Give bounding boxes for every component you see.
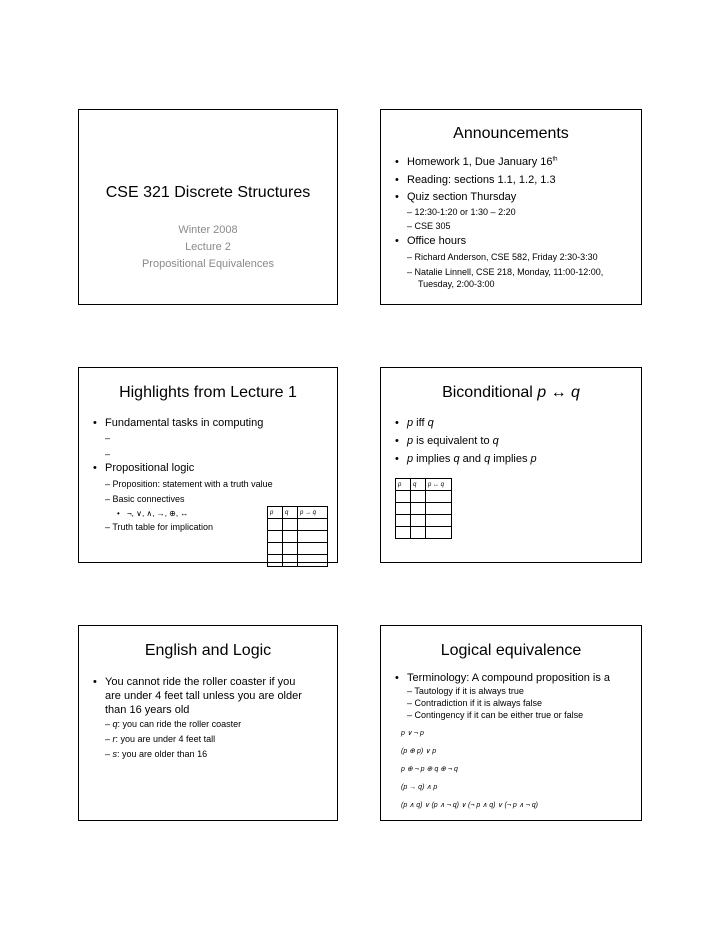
def-r: – r: you are under 4 feet tall (105, 734, 216, 744)
table-cell (426, 527, 452, 539)
quiz-time: – 12:30-1:20 or 1:30 – 2:20 (407, 207, 516, 217)
slide-title-announcements: Announcements (453, 125, 569, 142)
bullet-reading (395, 174, 556, 186)
table-header: q (283, 507, 298, 519)
homework-text: Homework 1, Due January 16 (407, 156, 553, 168)
slide-title-english-logic: English and Logic (144, 642, 272, 659)
bullet-dot: • (395, 174, 399, 186)
var-q: q (492, 435, 499, 447)
expression-3: p ⊕ ¬ p ⊕ q ⊕ ¬ q (401, 766, 458, 773)
biconditional-truth-table (395, 478, 452, 539)
quiz-room: – CSE 305 (407, 221, 451, 231)
s-text: : you are older than 16 (117, 749, 208, 759)
bullet-dot: • (395, 191, 399, 203)
implies-text: implies (413, 453, 454, 465)
course-title: CSE 321 Discrete Structures (105, 184, 311, 201)
bullet-implies (395, 453, 537, 465)
slide-announcements (380, 109, 642, 305)
bullet-roller-coaster (93, 676, 295, 688)
office-hours-2a: – Natalie Linnell, CSE 218, Monday, 11:00-12:00, (407, 267, 604, 277)
table-header: p (396, 479, 411, 491)
title-text: Biconditional (442, 384, 538, 401)
table-cell (268, 531, 283, 543)
bullet-dot: • (395, 453, 399, 465)
tautology-def: – Tautology if it is always true (407, 686, 524, 696)
connectives-symbols: ¬, ∨, ∧, →, ⊕, ↔ (127, 509, 189, 518)
table-cell (298, 555, 328, 567)
table-cell (298, 531, 328, 543)
table-cell (396, 503, 411, 515)
bullet-prop-logic (93, 462, 194, 474)
bullet-homework (395, 156, 558, 168)
table-header: p ↔ q (426, 479, 452, 491)
expression-5: (p ∧ q) ∨ (p ∧ ¬ q) ∨ (¬ p ∧ q) ∨ (¬ p ∧ ¬ q) (401, 802, 539, 809)
table-cell (396, 491, 411, 503)
table-cell (283, 543, 298, 555)
table-cell (396, 515, 411, 527)
bullet-dot: • (395, 235, 399, 247)
def-q: – q: you can ride the roller coaster (105, 719, 242, 729)
var-p: p (530, 453, 537, 465)
fundamental-text: Fundamental tasks in computing (105, 417, 264, 429)
roller-line-3: than 16 years old (105, 704, 190, 716)
table-cell (268, 543, 283, 555)
table-cell (396, 527, 411, 539)
and-text: and (459, 453, 485, 465)
slide-title-logical-equivalence: Logical equivalence (440, 642, 582, 659)
table-cell (411, 527, 426, 539)
table-header: p → q (298, 507, 328, 519)
bullet-terminology (395, 672, 610, 684)
bullet-quiz (395, 191, 516, 203)
table-cell (411, 503, 426, 515)
slide-logical-equivalence (380, 625, 642, 821)
var-q: q (427, 417, 434, 429)
roller-line-2: are under 4 feet tall unless you are older (105, 690, 302, 702)
q-text: : you can ride the roller coaster (117, 719, 242, 729)
table-cell (411, 491, 426, 503)
quiz-text: Quiz section Thursday (407, 191, 517, 203)
proposition-def: – Proposition: statement with a truth value (105, 479, 273, 489)
equivalent-text: is equivalent to (413, 435, 493, 447)
contradiction-def: – Contradiction if it is always false (407, 698, 543, 708)
table-cell (298, 543, 328, 555)
iff-text: iff (413, 417, 428, 429)
slide-title (78, 109, 338, 305)
bullet-dot: • (93, 417, 97, 429)
bullet-dot: • (395, 672, 399, 684)
office-text: Office hours (407, 235, 467, 247)
table-cell (268, 555, 283, 567)
contingency-def: – Contingency if it can be either true or false (407, 710, 584, 720)
table-cell (411, 515, 426, 527)
terminology-text: Terminology: A compound proposition is a (407, 672, 611, 684)
slide-title-biconditional (381, 384, 641, 402)
bullet-dot: • (395, 435, 399, 447)
var-p: p (407, 417, 414, 429)
homework-sup: th (552, 156, 558, 163)
expression-2: (p ⊕ p) ∨ p (401, 748, 437, 755)
var-p: p (407, 435, 414, 447)
prop-logic-text: Propositional logic (105, 462, 195, 474)
dash-2: – (105, 449, 111, 459)
table-cell (283, 519, 298, 531)
var-r: r (112, 734, 116, 744)
var-q: q (453, 453, 460, 465)
expression-1: p ∨ ¬ p (401, 730, 424, 737)
topic-text: Propositional Equivalences (141, 258, 275, 270)
truth-table-implication: – Truth table for implication (105, 522, 214, 532)
implies-text: implies (490, 453, 531, 465)
dash-1: – (105, 433, 111, 443)
table-cell (426, 515, 452, 527)
bullet-fundamental (93, 417, 263, 429)
var-q: q (484, 453, 491, 465)
implication-truth-table (267, 506, 328, 567)
roller-line-1: You cannot ride the roller coaster if you (105, 676, 296, 688)
term-text: Winter 2008 (178, 224, 238, 236)
bullet-dot: • (395, 417, 399, 429)
office-hours-1: – Richard Anderson, CSE 582, Friday 2:30-3:30 (407, 252, 598, 262)
table-cell (426, 503, 452, 515)
basic-connectives: – Basic connectives (105, 494, 185, 504)
table-cell (283, 555, 298, 567)
lecture-text: Lecture 2 (185, 241, 231, 253)
bullet-dot: • (93, 462, 97, 474)
table-header: p (268, 507, 283, 519)
connectives-list (117, 509, 188, 518)
slide-biconditional (380, 367, 642, 563)
r-text: : you are under 4 feet tall (115, 734, 216, 744)
slide-highlights (78, 367, 338, 563)
table-header: q (411, 479, 426, 491)
table-cell (283, 531, 298, 543)
bullet-equivalent (395, 435, 499, 447)
bullet-dot: • (93, 676, 97, 688)
office-hours-2b: Tuesday, 2:00-3:00 (418, 279, 495, 289)
expression-4: (p → q) ∧ p (401, 784, 438, 791)
bullet-iff (395, 417, 434, 429)
var-p: p (407, 453, 414, 465)
bullet-dot: • (395, 156, 399, 168)
table-cell (268, 519, 283, 531)
var-q: q (112, 719, 118, 729)
slide-title-highlights: Highlights from Lecture 1 (119, 384, 297, 401)
reading-text: Reading: sections 1.1, 1.2, 1.3 (407, 174, 556, 186)
slide-english-logic (78, 625, 338, 821)
def-s: – s: you are older than 16 (105, 749, 208, 759)
bullet-dot: • (117, 509, 120, 518)
bullet-office-hours (395, 235, 466, 247)
var-s: s (112, 749, 118, 759)
table-cell (426, 491, 452, 503)
title-expression: p ↔ q (537, 384, 580, 401)
table-cell (298, 519, 328, 531)
